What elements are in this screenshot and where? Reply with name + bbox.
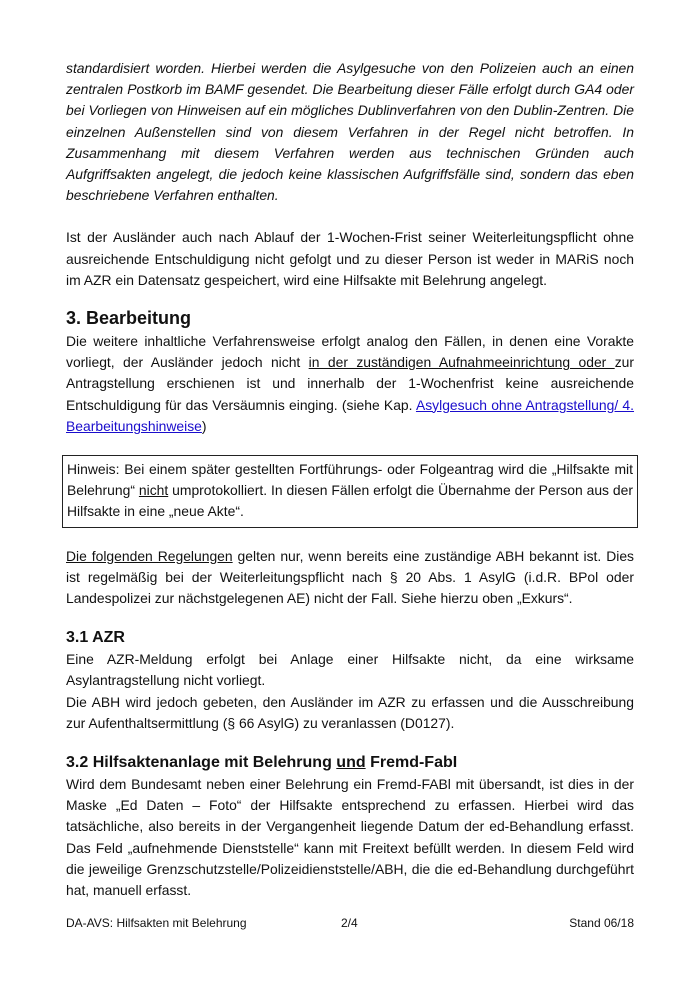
section-3-text-c: ) — [201, 417, 207, 434]
footer-title: DA-AVS: Hilfsakten mit Belehrung — [66, 916, 247, 930]
section-3-underlined-text: in der zuständigen Aufnahmeeinrichtung oder — [308, 354, 615, 371]
regelungen-underlined: Die folgenden Regelungen — [66, 547, 233, 564]
section-3-heading: 3. Bearbeitung — [66, 308, 192, 329]
regelungen-text: gelten nur, wenn bereits eine zuständige ABH bekannt ist. Dies ist regelmäßig bei der Weiterleitungspflicht nach § 20 Abs. 1 AsylG (i.d.R. BPol oder Landespolizei zur nächstgelegenen AE) nicht der Fall. Siehe hierzu oben „Exkurs“. — [66, 547, 634, 607]
note-text-b: umprotokolliert. In diesen Fällen erfolgt die Übernahme der Person aus der Hilfsakte in eine „neue Akte“. — [67, 482, 633, 520]
section-3-2-heading-underlined: und — [336, 754, 366, 772]
section-3-text-b: zur Antragstellung erschienen ist und innerhalb der 1-Wochenfrist keine ausreichende Entschuldigung für das Versäumnis einging. (siehe Kap. — [66, 354, 634, 413]
note-text — [67, 459, 633, 523]
paragraph-weiterleitungspflicht: Ist der Ausländer auch nach Ablauf der 1-Wochen-Frist seiner Weiterleitungspflicht ohne ausreichende Entschuldigung nicht gefolgt und zu dieser Person ist weder in MARiS noch im AZR ein Datensatz gespeichert, wird eine Hilfsakte mit Belehrung angelegt. — [66, 229, 634, 288]
section-3-2-heading-b: Fremd-FabI — [365, 754, 458, 772]
section-3-2-heading — [66, 752, 634, 773]
intro-paragraph: standardisiert worden. Hierbei werden die Asylgesuche von den Polizeien auch an einen zentralen Postkorb im BAMF gesendet. Die Bearbeitung dieser Fälle erfolgt durch GA4 oder bei Vorliegen von Hinweisen auf ein mögliches Dublinverfahren von den Dublin-Zentren. Die einzelnen Außenstellen sind von diesem Verfahren in der Regel nicht betroffen. In Zusammenhang mit diesem Verfahren werden aus technischen Gründen auch Aufgriffsakten angelegt, die jedoch keine klassischen Aufgriffsfälle sind, sondern das eben beschriebene Verfahren enthalten. — [66, 60, 634, 204]
footer-status: Stand 06/18 — [569, 916, 634, 930]
section-3-2-paragraph: Wird dem Bundesamt neben einer Belehrung ein Fremd-FABl mit übersandt, ist dies in der Maske „Ed Daten – Foto“ der Hilfsakte entsprechend zu erfassen. Hierbei wird das tatsächliche, also bereits in der Vergangenheit liegende Datum der ed-Behandlung erfasst. Das Feld „aufnehmende Dienststelle“ kann mit Freitext befüllt werden. In diesem Feld wird die jeweilige Grenzschutzstelle/Polizeidienststelle/ABH, die die ed-Behandlung durchgeführt hat, manuell erfasst. — [66, 776, 634, 899]
note-underlined: nicht — [138, 482, 169, 499]
note-box — [62, 455, 638, 528]
section-3-text-a: Die weitere inhaltliche Verfahrensweise erfolgt analog den Fällen, in denen eine Vorakte vorliegt, der Ausländer jedoch nicht — [66, 333, 634, 371]
footer-page-number: 2/4 — [341, 916, 358, 930]
note-text-a: Hinweis: Bei einem später gestellten Fortführungs- oder Folgeantrag wird die „Hilfsakte mit Belehrung“ — [67, 461, 633, 499]
section-3-1-paragraph-2: Die ABH wird jedoch gebeten, den Ausländer im AZR zu erfassen und die Ausschreibung zur Aufenthaltsermittlung (§ 66 AsylG) zu veranlassen (D0127). — [66, 693, 634, 731]
section-3-2-heading-a: 3.2 Hilfsaktenanlage mit Belehrung — [66, 754, 337, 772]
chapter-link[interactable]: Asylgesuch ohne Antragstellung/ 4. Bearbeitungshinweise — [66, 396, 635, 434]
regelungen-paragraph — [66, 546, 634, 610]
document-page — [66, 58, 634, 901]
section-3-1-paragraph-1: Eine AZR-Meldung erfolgt bei Anlage einer Hilfsakte nicht, da eine wirksame Asylantragstellung nicht vorliegt. — [66, 651, 634, 689]
section-3-1-heading: 3.1 AZR — [66, 629, 125, 647]
section-3-paragraph — [66, 331, 634, 437]
